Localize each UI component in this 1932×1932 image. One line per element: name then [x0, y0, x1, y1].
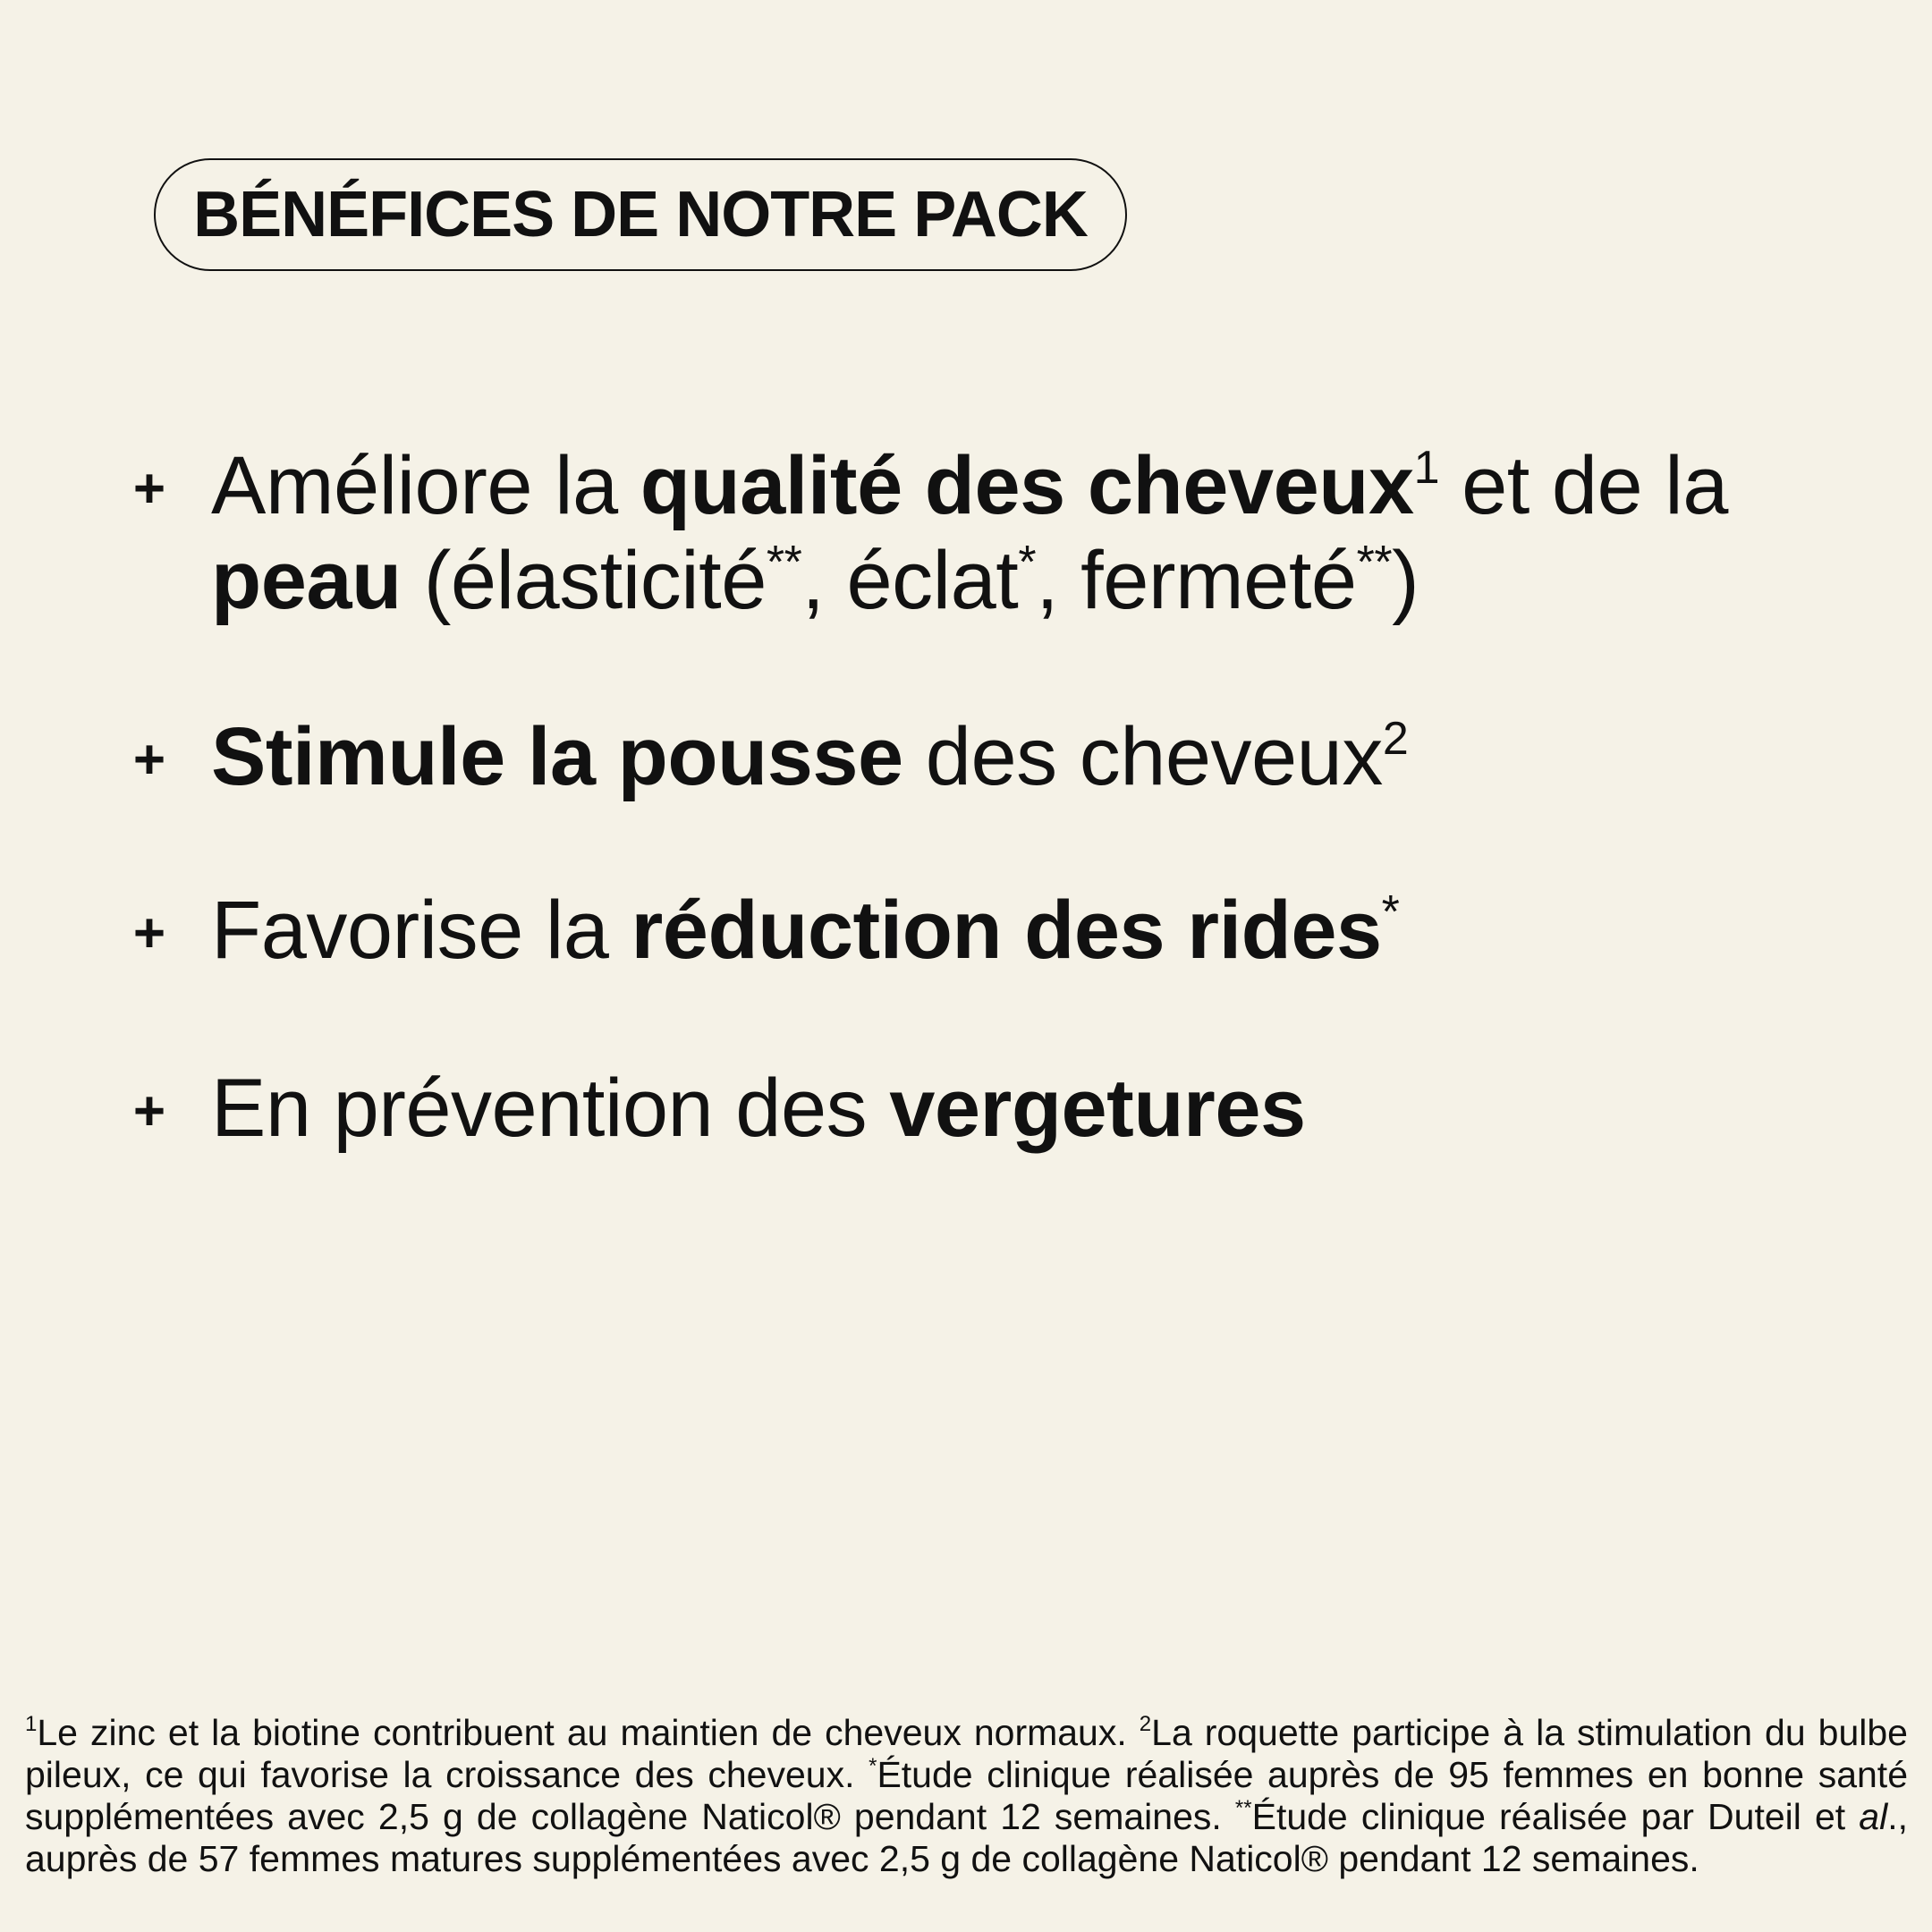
plus-icon: +: [132, 902, 166, 964]
plus-icon: +: [132, 458, 166, 520]
plus-icon: +: [132, 729, 166, 791]
footnotes: $^1$Le zinc et la biotine contribuent au maintien de cheveux normaux. $^2$La roquette participe à la stimulation du bulbe pileux, ce qui favorise la croissance des cheveux. *Étude clinique réalisée auprès de 95 femmes en bonne santé supplémentées avec 2,5 g de collagène Naticol® pendant 12 semaines. **Étude clinique réalisée par Duteil et al., auprès de 57 femmes matures supplémentées avec 2,5 g de collagène Naticol® pendant 12 semaines.: [25, 1712, 1908, 1879]
benefit-line-1: Améliore la qualité des cheveux$^1$ et de la: [211, 440, 1728, 531]
plus-icon: +: [132, 1080, 166, 1142]
benefit-text: En prévention des vergetures: [211, 1063, 1306, 1154]
benefit-text: [211, 438, 1893, 628]
benefit-text: Favorise la réduction des rides*: [211, 885, 1400, 976]
pack-benefits-title: [154, 158, 1127, 271]
benefit-line-2: peau (élasticité**, éclat*, fermeté**): [211, 535, 1419, 626]
page-title: BÉNÉFICES DE NOTRE PACK: [193, 179, 1088, 250]
benefit-text: Stimule la pousse des cheveux$^2$: [211, 711, 1409, 802]
